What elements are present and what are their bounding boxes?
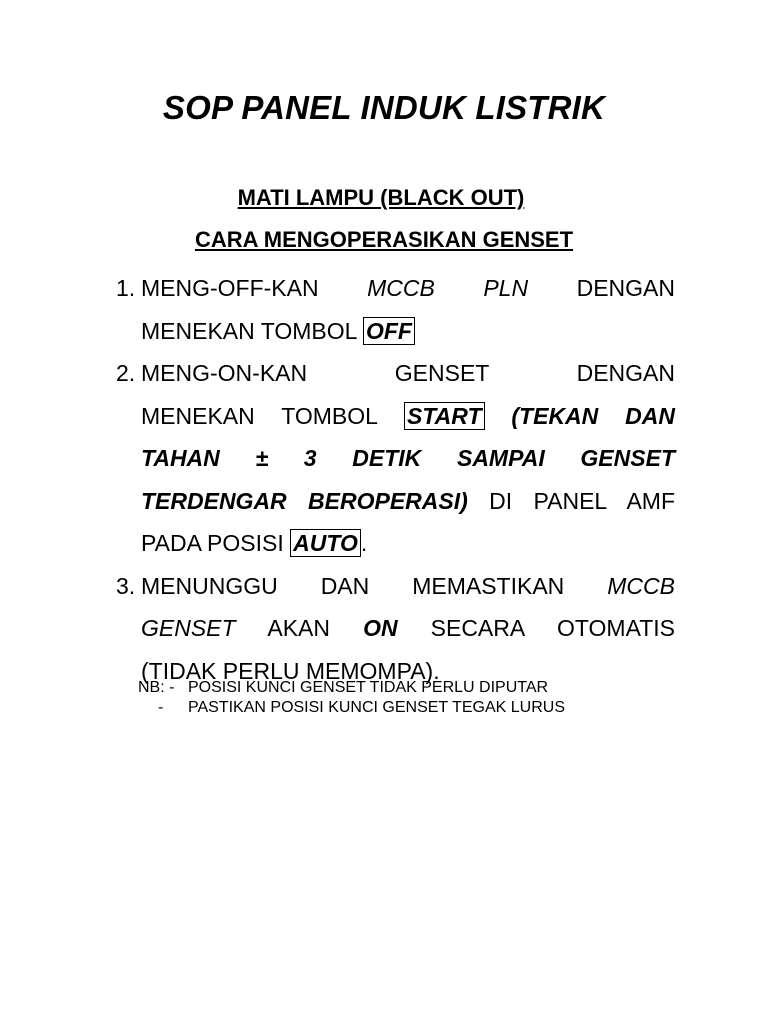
step-text-bold-italic: (TEKAN DAN [511,402,675,429]
step-line [141,352,675,395]
note-item-1 [138,678,565,698]
note-dash: - [158,699,164,716]
note-text: PASTIKAN POSISI KUNCI GENSET TEGAK LURUS [188,699,565,716]
note-item-2 [138,698,565,718]
note-text: POSISI KUNCI GENSET TIDAK PERLU DIPUTAR [188,679,549,696]
start-button-label: START [404,402,485,430]
step-text: MENG-ON-KAN [141,360,308,386]
step-text: AKAN [267,615,331,641]
step-number: 1. [116,275,136,301]
step-item-2 [116,352,675,565]
step-line [141,565,675,608]
step-text: MENG-OFF-KAN [141,275,319,301]
step-text-bold-italic: TERDENGAR BEROPERASI) [141,487,468,514]
step-text-bold-italic: ON [363,615,398,641]
step-text: DENGAN [576,360,675,386]
step-text: MENEKAN TOMBOL [141,317,363,344]
step-text-italic: MCCB [607,572,675,599]
step-text: MENUNGGU DAN MEMASTIKAN [141,572,565,599]
step-text: . [360,530,368,556]
step-text: DENGAN [576,275,675,301]
document-title: SOP PANEL INDUK LISTRIK [162,89,606,126]
step-text: GENSET [394,360,489,386]
section-heading-genset: CARA MENGOPERASIKAN GENSET [194,227,574,252]
steps-list [116,267,675,692]
step-item-3 [116,565,675,693]
step-text-italic: MCCB [367,275,435,301]
step-line [141,310,675,353]
step-text-italic: GENSET [141,615,236,641]
off-button-label: OFF [363,317,415,345]
step-number: 3. [116,572,136,599]
step-text: DI PANEL AMF [467,487,675,514]
step-number: 2. [116,360,136,386]
auto-mode-label: AUTO [290,529,361,557]
step-line: TAHAN ± 3 DETIK SAMPAI GENSET [141,445,675,471]
note-prefix: NB: - [138,679,175,696]
step-text: PADA POSISI [141,530,291,556]
step-line: (TIDAK PERLU MEMOMPA). [141,657,440,684]
step-text: MENEKAN TOMBOL [141,402,404,429]
step-item-1 [116,267,675,352]
step-line [141,395,675,438]
notes-section [138,678,565,718]
section-heading-blackout: MATI LAMPU (BLACK OUT) [237,185,525,210]
step-line [141,607,675,650]
step-line [141,267,675,310]
step-line [141,480,675,523]
step-text-italic: PLN [483,275,529,301]
step-text: SECARA OTOMATIS [430,615,675,641]
step-line [141,522,675,565]
